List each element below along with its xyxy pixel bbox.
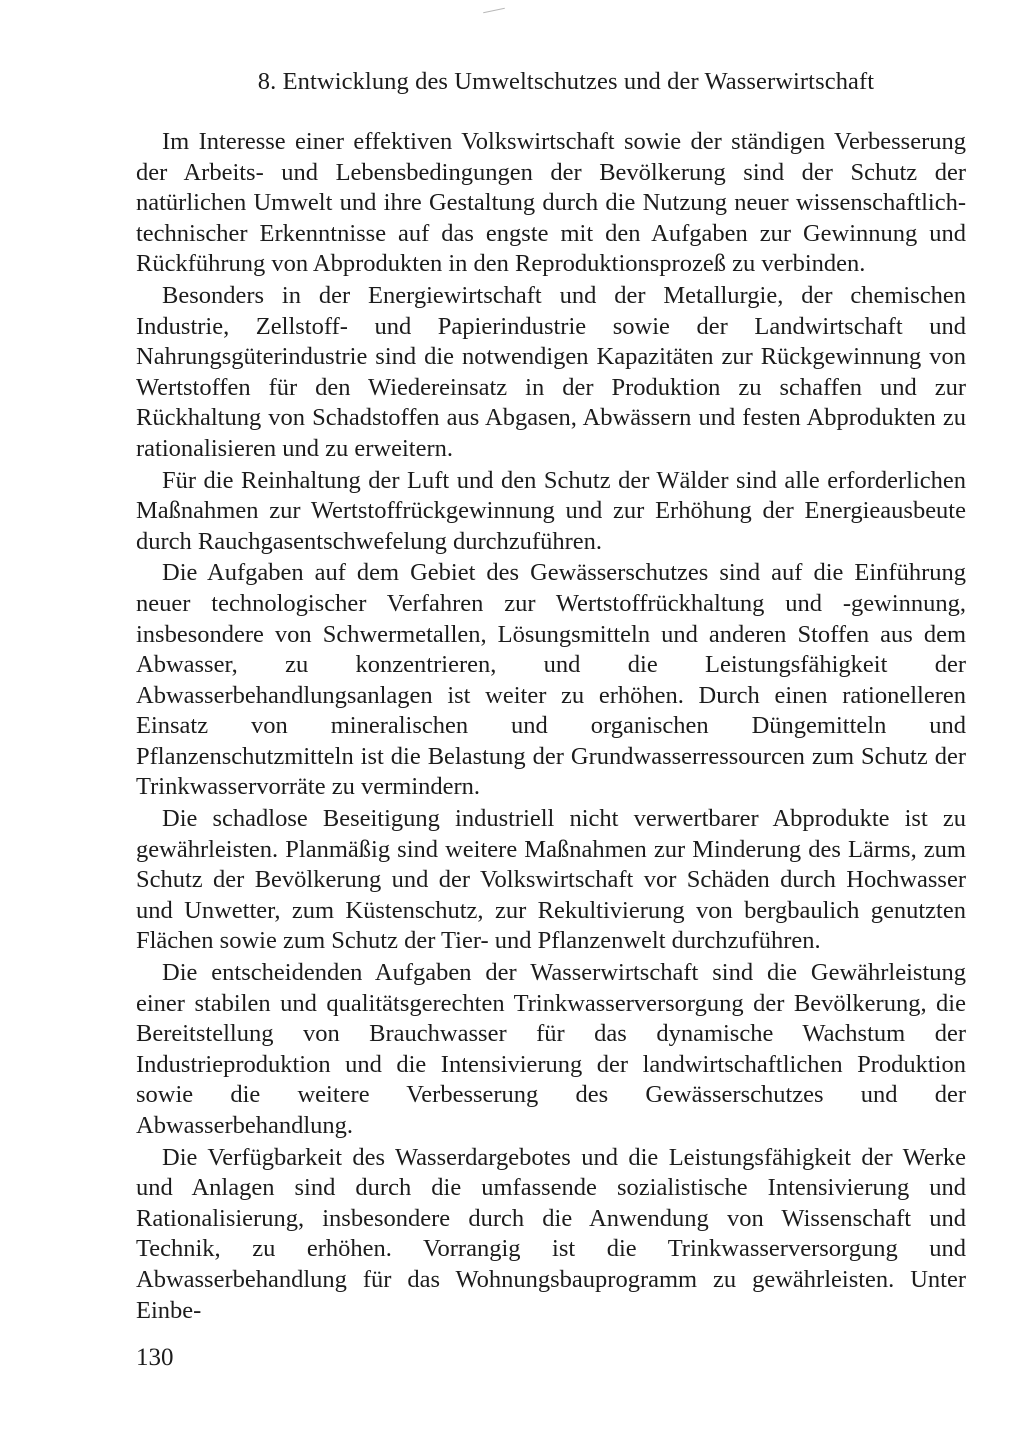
paragraph-4: Die Aufgaben auf dem Gebiet des Gewässerschutzes sind auf die Einführung neuer technologischer Verfahren zur Wertstoffrückhaltung und -gewinnung, insbesondere von Schwermetallen, Lösungsmitteln und anderen Stoffen aus dem Abwasser, zu konzentrieren, und die Leistungsfähigkeit der Abwasserbehandlungsanlagen ist weiter zu erhöhen. Durch einen rationelleren Einsatz von mineralischen und organischen Düngemitteln und Pflanzenschutzmitteln ist die Belastung der Grundwasserressourcen zum Schutz der Trinkwasservorräte zu vermindern. xyxy=(136,559,966,801)
paragraph-3: Für die Reinhaltung der Luft und den Schutz der Wälder sind alle erforderlichen Maßnahmen zur Wertstoffrückgewinnung und zur Erhöhung der Energieausbeute durch Rauchgasentschwefelung durchzuführen. xyxy=(136,466,966,555)
scan-artifact-mark xyxy=(483,8,505,14)
paragraph-5: Die schadlose Beseitigung industriell nicht verwertbarer Abprodukte ist zu gewährleisten. Planmäßig sind weitere Maßnahmen zur Minderung des Lärms, zum Schutz der Bevölkerung und der Volkswirtschaft vor Schäden durch Hochwasser und Unwetter, zum Küstenschutz, zur Rekultivierung von bergbaulich genutzten Flächen sowie zum Schutz der Tier- und Pflanzenwelt durchzuführen. xyxy=(136,805,966,955)
body-text xyxy=(136,127,966,1327)
paragraph-2: Besonders in der Energiewirtschaft und der Metallurgie, der chemischen Industrie, Zellstoff- und Papierindustrie sowie der Landwirtschaft und Nahrungsgüterindustrie sind die notwendigen Kapazitäten zur Rückgewinnung von Wertstoffen für den Wiedereinsatz in der Produktion zu schaffen und zur Rückhaltung von Schadstoffen aus Abgasen, Abwässern und festen Abprodukten zu rationalisieren und zu erweitern. xyxy=(136,281,966,462)
page-number: 130 xyxy=(136,1344,174,1371)
paragraph-1: Im Interesse einer effektiven Volkswirtschaft sowie der ständigen Verbesserung der Arbeits- und Lebensbedingungen der Bevölkerung sind der Schutz der natürlichen Umwelt und ihre Gestaltung durch die Nutzung neuer wissenschaftlich-technischer Erkenntnisse auf das engste mit den Aufgaben zur Gewinnung und Rückführung von Abprodukten in den Reproduktionsprozeß zu verbinden. xyxy=(136,128,966,278)
paragraph-6: Die entscheidenden Aufgaben der Wasserwirtschaft sind die Gewährleistung einer stabilen und qualitätsgerechten Trinkwasserversorgung der Bevölkerung, die Bereitstellung von Brauchwasser für das dynamische Wachstum der Industrieproduktion und die Intensivierung der landwirtschaftlichen Produktion sowie die weitere Verbesserung des Gewässerschutzes und der Abwasserbehandlung. xyxy=(136,959,966,1139)
paragraph-7: Die Verfügbarkeit des Wasserdargebotes und die Leistungsfähigkeit der Werke und Anlagen sind durch die umfassende sozialistische Intensivierung und Rationalisierung, insbesondere durch die Anwendung von Wissenschaft und Technik, zu erhöhen. Vorrangig ist die Trinkwasserversorgung und Abwasserbehandlung für das Wohnungsbauprogramm zu gewährleisten. Unter Einbe- xyxy=(136,1143,966,1324)
section-heading: 8. Entwicklung des Umweltschutzes und der Wasserwirtschaft xyxy=(257,68,875,95)
